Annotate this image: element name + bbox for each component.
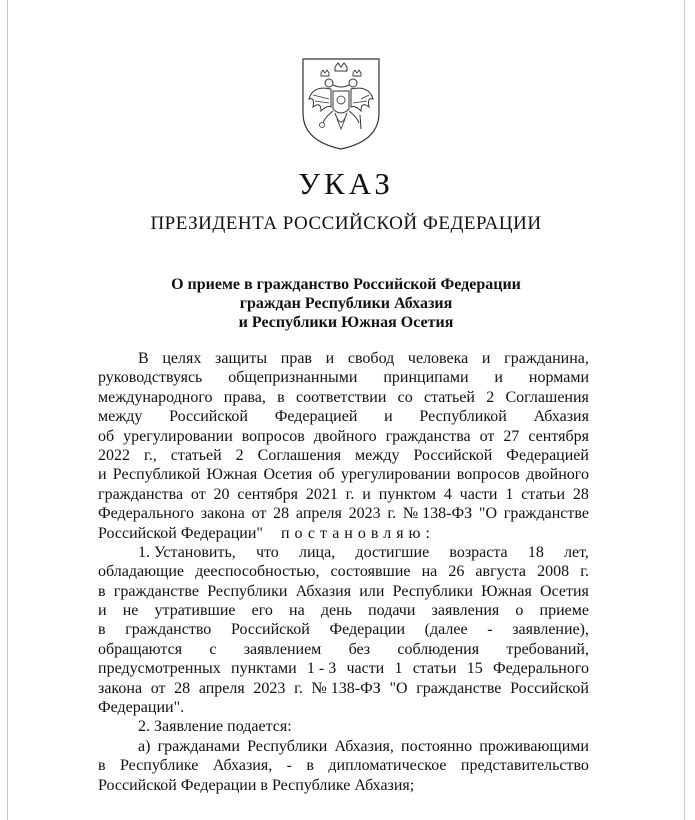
- heading-line: О приеме в гражданство Российской Федерации: [171, 276, 521, 293]
- heading-line: и Республики Южная Осетия: [238, 314, 454, 331]
- word: права,: [223, 388, 266, 406]
- word: 28: [174, 679, 191, 697]
- word: нормами: [528, 369, 589, 387]
- word: 2021: [305, 485, 338, 503]
- word: обладающие: [98, 563, 185, 581]
- word: 2: [486, 388, 495, 406]
- word: г.: [294, 679, 303, 697]
- word: гражданами: [157, 737, 240, 755]
- word: и: [384, 408, 393, 426]
- word: принципами: [383, 369, 469, 387]
- word: Республике: [119, 757, 199, 775]
- word: Федерального: [98, 505, 195, 523]
- word: В: [138, 350, 149, 367]
- word: г.,: [143, 446, 157, 464]
- word: Федерации".: [98, 699, 185, 717]
- document-subtitle: ПРЕЗИДЕНТА РОССИЙСКОЙ ФЕДЕРАЦИИ: [150, 213, 542, 234]
- text-line: [98, 756, 589, 775]
- word: урегулировании: [340, 466, 451, 484]
- word: в: [98, 757, 106, 775]
- word: статьей: [170, 446, 222, 464]
- word: части: [346, 660, 385, 678]
- text-line: [98, 504, 589, 523]
- text-line: [98, 679, 589, 698]
- word: 1. Установить,: [138, 543, 236, 561]
- word: 28: [273, 505, 290, 523]
- word: 1: [394, 660, 403, 678]
- word: 27: [503, 427, 520, 445]
- text-line: [98, 620, 589, 639]
- word: постоянно: [401, 737, 473, 755]
- word: 15: [466, 660, 483, 678]
- word: а): [138, 737, 151, 755]
- word: вопросов: [456, 466, 520, 484]
- word: и: [494, 369, 503, 387]
- text-line: [98, 717, 589, 736]
- word: Абхазия,: [212, 757, 273, 775]
- word: в: [277, 388, 285, 406]
- word: сентября: [528, 427, 589, 445]
- text-line: [98, 737, 589, 756]
- word: в: [98, 582, 106, 600]
- word: руководствуясь: [98, 369, 203, 387]
- word: лица,: [299, 543, 336, 561]
- word: заявления: [431, 602, 500, 620]
- word: Республики: [392, 582, 473, 600]
- word: Российской: [169, 408, 248, 426]
- word: и: [481, 350, 491, 367]
- text-line: [98, 407, 589, 426]
- word: 2022: [98, 446, 130, 464]
- document-page: [7, 0, 685, 820]
- word: Осетия: [263, 466, 313, 484]
- word: приеме: [539, 602, 589, 620]
- word: "О: [478, 505, 497, 523]
- word: сентября: [237, 485, 298, 503]
- decree-heading: [8, 275, 684, 332]
- word: Федерации: [329, 621, 406, 639]
- word: целях: [162, 350, 202, 367]
- word: Южная: [206, 466, 258, 484]
- word: без: [348, 640, 371, 658]
- word: двойного: [313, 427, 377, 445]
- word: апреля: [198, 679, 245, 697]
- word: Федерального: [492, 660, 589, 678]
- word: Соглашения: [505, 388, 589, 406]
- word: и: [98, 602, 107, 620]
- text-line: [98, 640, 589, 659]
- word: от: [251, 505, 267, 523]
- word: не: [122, 602, 139, 620]
- word: или: [359, 582, 385, 600]
- word: на: [421, 563, 438, 581]
- word: (далее: [424, 621, 468, 639]
- heading-line: граждан Республики Абхазия: [239, 295, 453, 312]
- word: Соглашения: [257, 446, 342, 464]
- word: проживающими: [479, 737, 589, 755]
- word: 2023: [253, 679, 286, 697]
- word: соответствии: [295, 388, 387, 406]
- word: закона: [98, 679, 143, 697]
- word: дипломатическое: [328, 757, 447, 775]
- word: части: [459, 485, 498, 503]
- word: возраста: [449, 543, 508, 561]
- word: и: [325, 350, 335, 367]
- word: общепризнанными: [228, 369, 358, 387]
- decree-body: [98, 349, 589, 795]
- word: о: [515, 602, 524, 620]
- word: 28: [572, 485, 589, 503]
- word: об: [98, 427, 115, 445]
- word: статьи: [412, 660, 457, 678]
- text-line: [98, 524, 589, 543]
- word: и: [362, 485, 371, 503]
- word: со: [397, 388, 413, 406]
- word: на: [289, 602, 305, 620]
- word: Осетия: [540, 582, 589, 600]
- word: статьи: [521, 485, 565, 503]
- text-line: [98, 465, 589, 484]
- word: в: [306, 757, 314, 775]
- word: требований,: [506, 640, 589, 658]
- word: двойного: [526, 466, 589, 484]
- word: Южная: [481, 582, 532, 600]
- word: Федерацией: [274, 408, 358, 426]
- word: Российской: [230, 621, 310, 639]
- word: дееспособностью,: [195, 563, 320, 581]
- word: Российской: [413, 446, 493, 464]
- word: закона: [200, 505, 245, 523]
- word: его: [251, 602, 273, 620]
- word: статьей: [424, 388, 475, 406]
- word: урегулировании: [123, 427, 233, 445]
- word: 2023: [348, 505, 381, 523]
- word: 4: [443, 485, 452, 503]
- word: от: [150, 679, 166, 697]
- text-line: [98, 446, 589, 465]
- text-line: [98, 659, 589, 678]
- word: Абхазия: [533, 408, 589, 426]
- word: Абхазия,: [334, 737, 394, 755]
- text-line: [98, 349, 589, 368]
- word: вопросов: [241, 427, 305, 445]
- word: от: [190, 485, 206, 503]
- word: августа: [475, 563, 527, 581]
- word: прав: [280, 350, 312, 367]
- word: г.: [345, 485, 355, 503]
- word: Федерации": [180, 524, 263, 542]
- coat-of-arms-icon: [299, 55, 383, 151]
- word: Абхазия: [295, 582, 352, 600]
- word: г.: [580, 563, 589, 581]
- text-line: [98, 368, 589, 387]
- word: представительство: [460, 757, 589, 775]
- text-line: [98, 543, 589, 562]
- word: 18: [527, 543, 544, 561]
- word: гражданство: [125, 621, 212, 639]
- word: от: [479, 427, 495, 445]
- text-line: [98, 601, 589, 620]
- word: 1 - 3: [306, 660, 337, 678]
- word: гражданстве: [113, 582, 199, 600]
- word: гражданства: [98, 485, 184, 503]
- text-line: [98, 485, 589, 504]
- word: лет,: [564, 543, 589, 561]
- word: -: [487, 621, 493, 639]
- word: Республики: [207, 582, 288, 600]
- word: с: [209, 640, 217, 658]
- word: "О: [389, 679, 408, 697]
- word: 2008: [537, 563, 570, 581]
- word: гражданина,: [504, 350, 589, 367]
- word: 20: [213, 485, 230, 503]
- word: соблюдения: [397, 640, 480, 658]
- word: 2. Заявление подается:: [138, 718, 292, 736]
- word: заявление),: [512, 621, 589, 639]
- text-line: [98, 776, 589, 795]
- word: между: [98, 408, 143, 426]
- word: 1: [505, 485, 514, 503]
- word: день: [320, 602, 352, 620]
- word: между: [355, 446, 400, 464]
- word: Республикой: [419, 408, 507, 426]
- text-line: [98, 582, 589, 601]
- word: апреля: [295, 505, 342, 523]
- word: об: [318, 466, 335, 484]
- text-line: [98, 388, 589, 407]
- word: достигшие: [355, 543, 430, 561]
- word: что: [255, 543, 279, 561]
- word: подачи: [368, 602, 416, 620]
- text-line: [98, 698, 589, 717]
- word: № 138-ФЗ: [402, 505, 473, 523]
- word: обращаются: [98, 640, 183, 658]
- word: в: [98, 621, 106, 639]
- word: Российской Федерации в Республике Абхазия;: [98, 776, 415, 794]
- word: г.: [387, 505, 397, 523]
- word: пунктами: [231, 660, 297, 678]
- word: заявлением: [243, 640, 322, 658]
- word: № 138-ФЗ: [311, 679, 381, 697]
- word: пунктом: [378, 485, 436, 503]
- document-title: УКАЗ: [298, 166, 394, 201]
- word: Республики: [247, 737, 328, 755]
- word: и: [98, 466, 107, 484]
- word: свобод: [347, 350, 395, 367]
- word: международного: [98, 388, 213, 406]
- word: Российской: [510, 679, 589, 697]
- word: состоявшие: [330, 563, 411, 581]
- word: утратившие: [154, 602, 236, 620]
- word: 2: [235, 446, 244, 464]
- word: постановляю:: [280, 524, 435, 542]
- text-line: [98, 427, 589, 446]
- text-line: [98, 562, 589, 581]
- word: гражданстве: [416, 679, 502, 697]
- word: 26: [448, 563, 465, 581]
- word: человека: [407, 350, 469, 367]
- word: -: [286, 757, 292, 775]
- word: Федерацией: [506, 446, 589, 464]
- word: Российской: [98, 524, 177, 542]
- word: гражданстве: [503, 505, 589, 523]
- word: Республикой: [112, 466, 201, 484]
- word: защиты: [215, 350, 268, 367]
- word: предусмотренных: [98, 660, 221, 678]
- word: гражданства: [385, 427, 471, 445]
